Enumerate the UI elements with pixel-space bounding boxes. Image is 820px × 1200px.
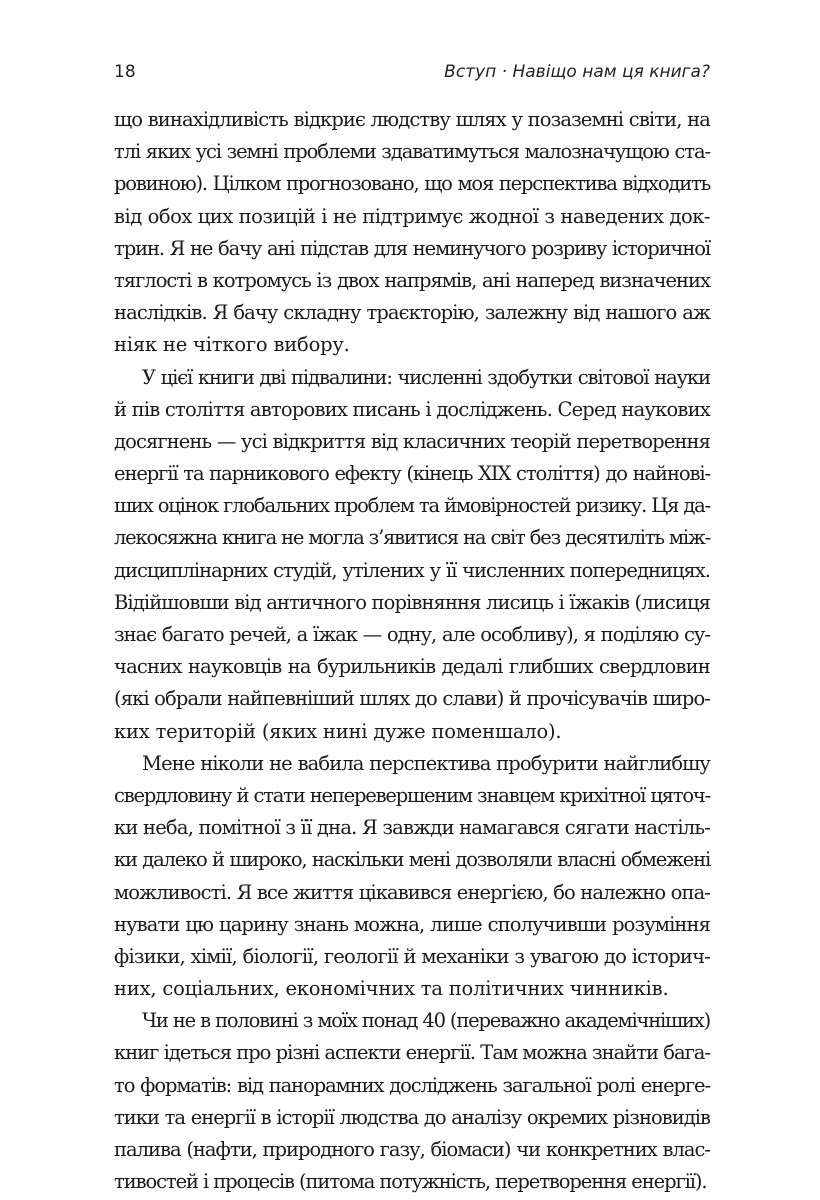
text-line: Чи не в половині з моїх понад 40 (переважно академічніших) [142, 1009, 710, 1033]
text-line: У цієї книги дві підвалини: численні здобутки світової науки [142, 365, 710, 389]
paragraph-2 [114, 362, 710, 748]
text-line: знає багато речей, а їжак — одну, але особливу), я поділяю су- [114, 623, 710, 646]
text-line: досягнень — усі відкриття від класичних теорій перетворення [114, 429, 710, 453]
text-line: них, соціальних, економічних та політичних чинників. [114, 977, 669, 1001]
text-line: й пів століття авторових писань і досліджень. Серед наукових [114, 397, 710, 421]
text-line: ких територій (яких нині дуже поменшало). [114, 719, 562, 743]
text-line: ки неба, помітної з її дна. Я завжди намагався сягати настіль- [114, 816, 710, 840]
book-page [114, 0, 710, 1200]
text-line: від обох цих позицій і не підтримує жодної з наведених док- [114, 204, 710, 228]
text-line: свердловину й стати неперевершеним знавцем крихітної цяточ- [114, 783, 710, 807]
text-line: ших оцінок глобальних проблем та ймовірностей ризику. Ця да- [114, 494, 710, 518]
text-line: ки далеко й широко, наскільки мені дозволяли власні обмежені [114, 848, 710, 872]
text-line: часних науковців на бурильників дедалі глибших свердловин [114, 655, 710, 679]
text-line: (які обрали найпевніший шлях до слави) й прочісувачів широ- [114, 687, 710, 711]
text-line: тики та енергії в історії людства до аналізу окремих різновидів [114, 1105, 710, 1129]
paragraph-1 [114, 104, 710, 362]
text-line: тяглості в котромусь із двох напрямів, ані наперед визначених [114, 268, 710, 292]
text-line: можливості. Я все життя цікавився енергією, бо належно опа- [114, 880, 710, 904]
text-line: тивостей і процесів (питома потужність, перетворення енергії). [114, 1170, 707, 1194]
paragraph-3 [114, 748, 710, 1006]
body-text [114, 104, 710, 1198]
text-line: Мене ніколи не вабила перспектива пробурити найглибшу [142, 751, 710, 775]
text-line: палива (нафти, природного газу, біомаси) чи конкретних влас- [114, 1138, 710, 1161]
text-line: ніяк не чіткого вибору. [114, 333, 350, 357]
text-line: лекосяжна книга не могла з’явитися на світ без десятиліть між- [114, 526, 710, 550]
text-line: енергії та парникового ефекту (кінець XIX століття) до найнові- [114, 462, 710, 486]
text-line: що винахідливість відкриє людству шлях у позаземні світи, на [114, 108, 710, 131]
text-line: дисциплінарних студій, утілених у її численних попередницях. [114, 558, 710, 582]
text-line: тлі яких усі земні проблеми здаватимуться малозначущою ста- [114, 140, 710, 164]
text-line: фізики, хімії, біології, геології й механіки з увагою до історич- [114, 944, 710, 968]
paragraph-4 [114, 1005, 710, 1198]
text-line: наслідків. Я бачу складну траєкторію, залежну від нашого аж [114, 301, 710, 325]
text-line: книг ідеться про різні аспекти енергії. Там можна знайти бага- [114, 1041, 711, 1065]
text-line: трин. Я не бачу ані підстав для неминучого розриву історичної [114, 236, 710, 260]
chapter-title: Вступ · Навіщо нам ця книга? [444, 62, 710, 82]
text-line: то форматів: від панорамних досліджень загальної ролі енерге- [114, 1073, 710, 1097]
text-line: нувати цю царину знань можна, лише сполучивши розуміння [114, 912, 710, 936]
text-line: Відійшовши від античного порівняння лисиць і їжаків (лисиця [114, 590, 710, 614]
page-number: 18 [114, 62, 136, 82]
running-head [114, 62, 710, 88]
text-line: ровиною). Цілком прогнозовано, що моя перспектива відходить [114, 172, 710, 196]
